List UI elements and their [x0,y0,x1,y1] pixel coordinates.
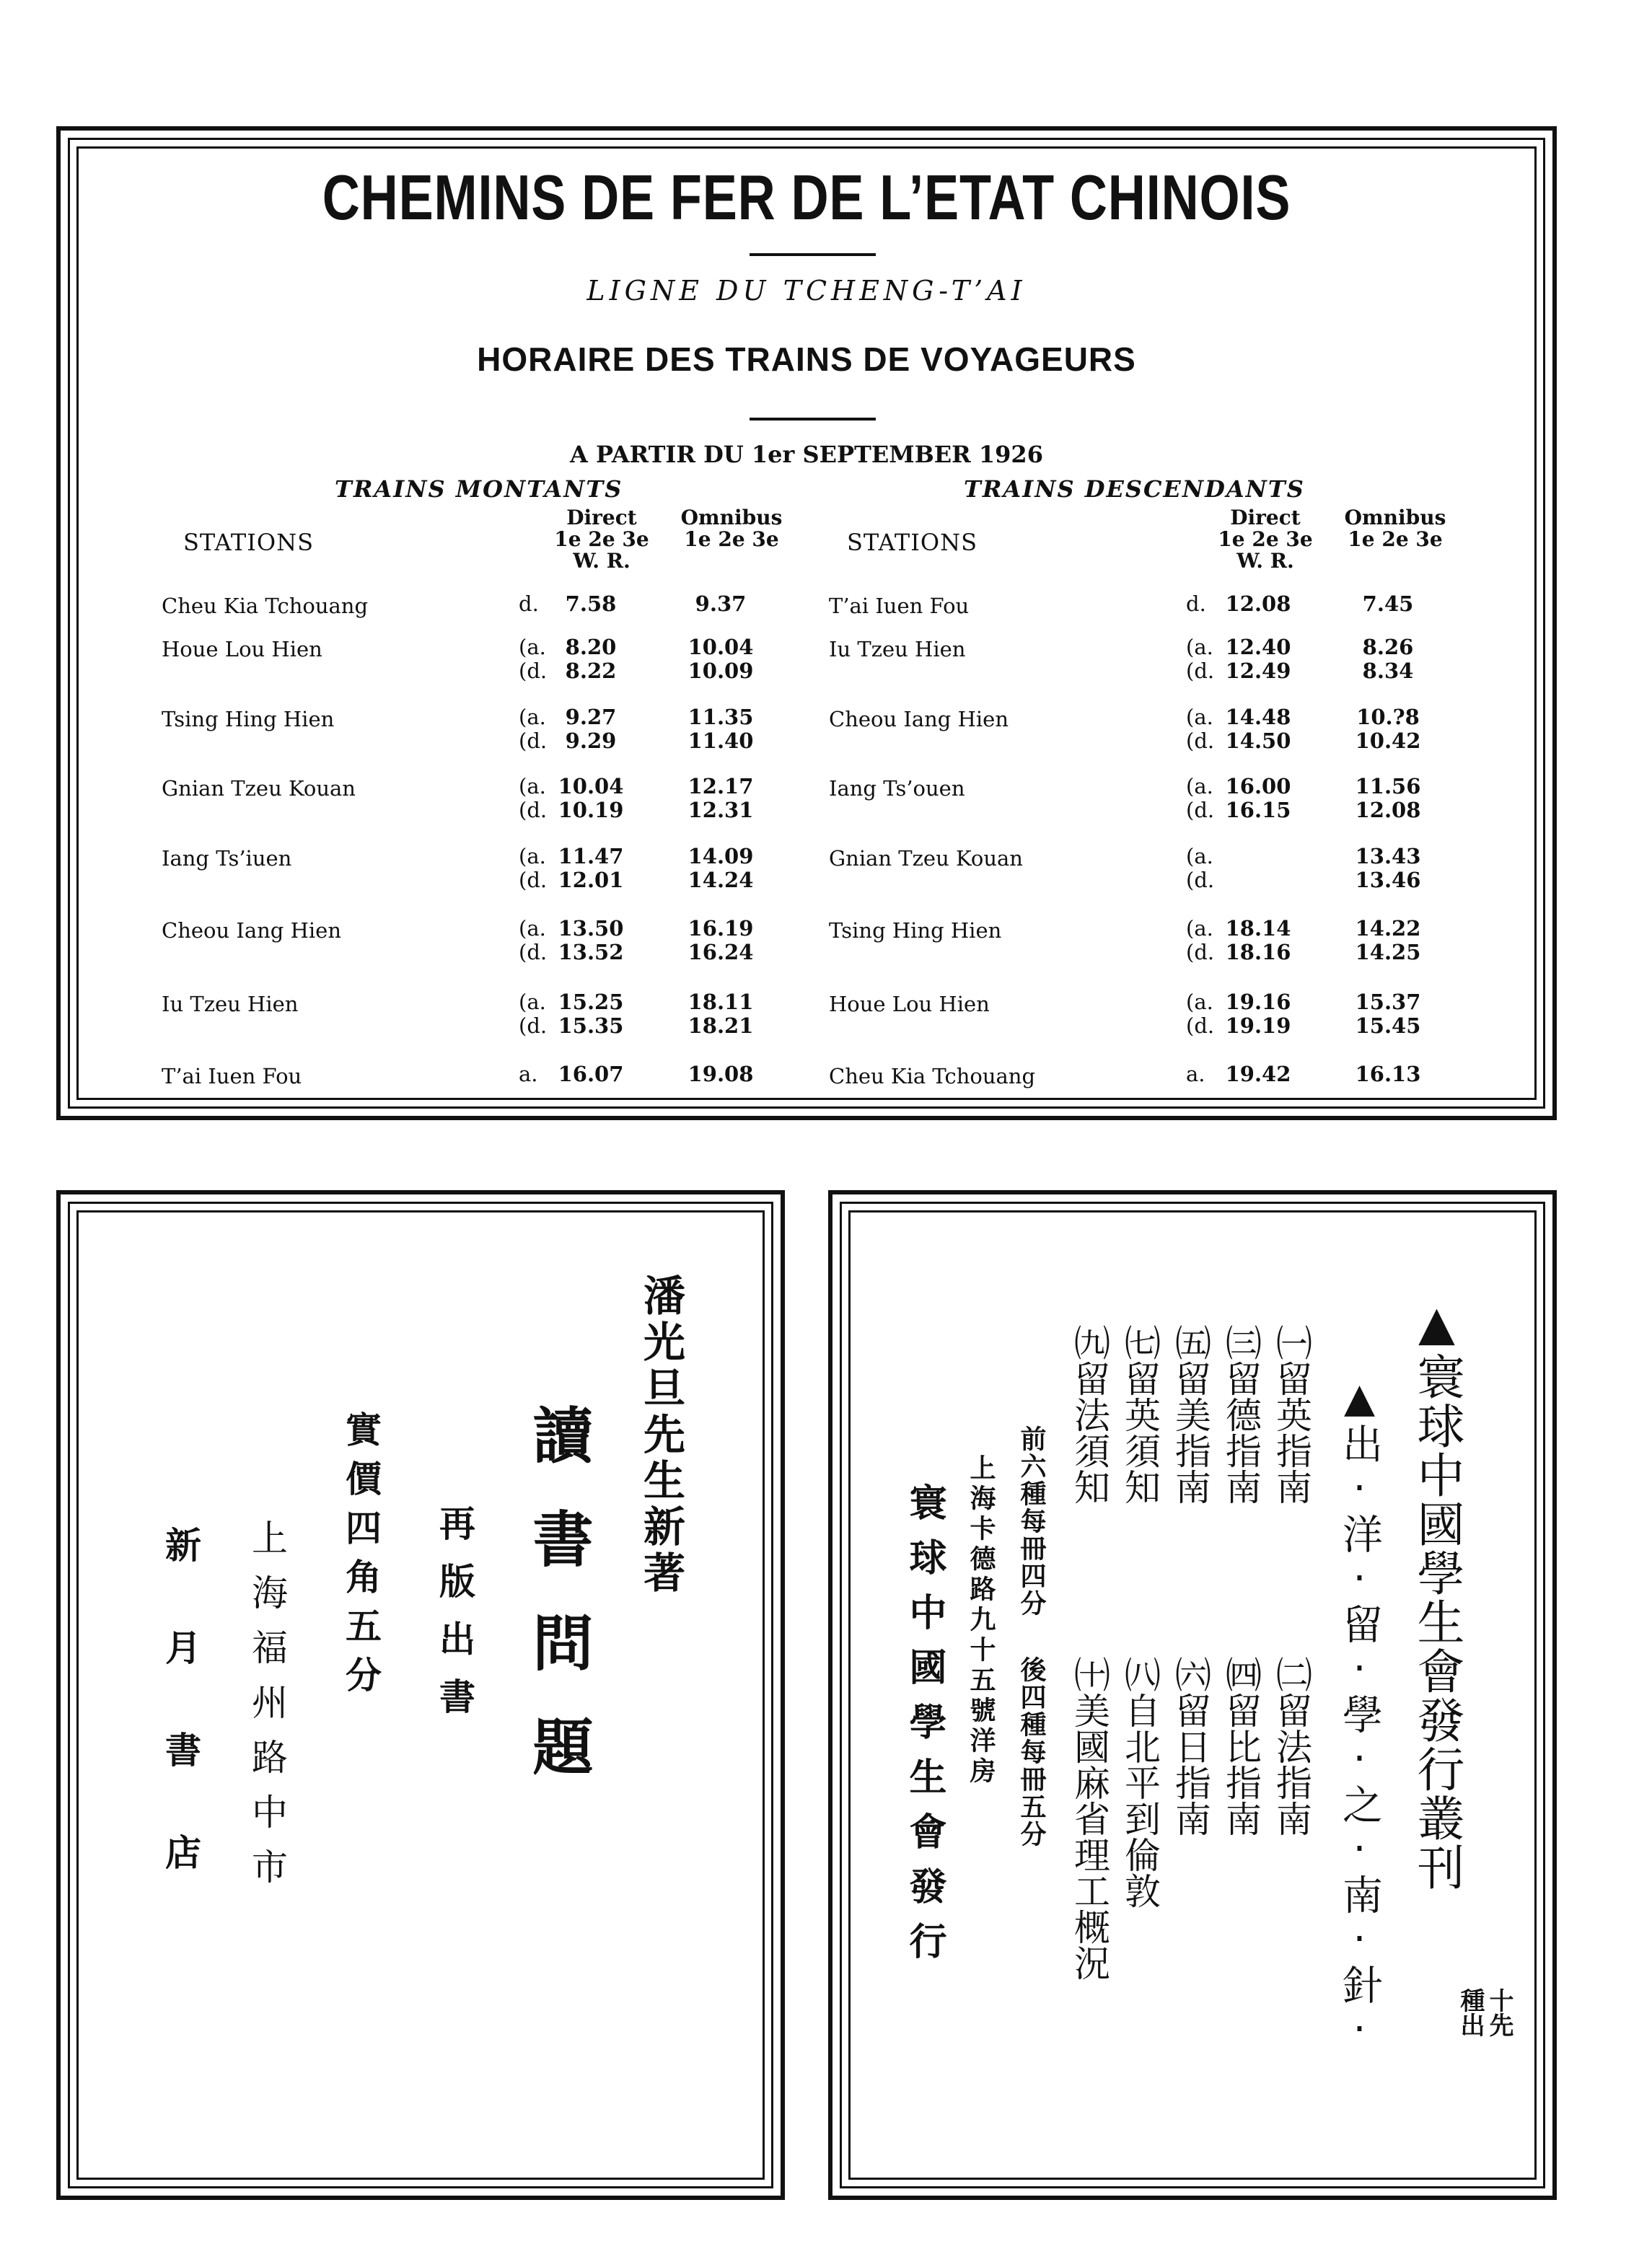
timetable-row [162,592,811,643]
timetable-row [162,917,811,967]
timetable-row [162,845,811,895]
omnibus-time: 7.45 [1362,591,1414,616]
omnibus-time: 16.13 [1355,1062,1421,1086]
montants-omnibus-header: Omnibus 1e 2e 3e [680,506,783,551]
omnibus-time: 16.19 16.24 [687,916,754,964]
station-name: Gnian Tzeu Kouan [162,776,356,801]
timetable-heading: HORAIRE DES TRAINS DE VOYAGEURS [477,340,1136,378]
book-item: ㈨留法須知 [1068,1324,1110,1505]
divider [750,418,876,421]
timetable-row [829,1062,1478,1113]
book-item: ㈧自北平到倫敦 [1119,1656,1161,1909]
montants-direct-header: Direct 1e 2e 3e W. R. [554,506,649,573]
timetable-row [829,705,1478,756]
book-item: ㈢留德指南 [1220,1324,1262,1505]
timetable-row [829,845,1478,895]
station-name: Tsing Hing Hien [162,707,335,731]
arrival-departure-marker: a. [519,1062,538,1086]
direct-time: 13.50 13.52 [558,916,624,964]
omnibus-time: 11.35 11.40 [687,705,754,753]
series-count-2: 種出 [1456,1988,1485,2037]
direct-time: 9.27 9.29 [565,705,617,753]
station-name: Cheu Kia Tchouang [162,594,369,618]
series-subtitle: ▲出·洋·留·學·之·南·針· [1336,1375,1383,2054]
omnibus-time: 9.37 [695,591,747,616]
book-item: ㈣留比指南 [1220,1656,1262,1836]
descendants-stations-header: STATIONS [847,529,978,556]
station-name: Cheu Kia Tchouang [829,1064,1036,1088]
publisher: 新月書店 [159,1526,201,1936]
omnibus-time: 19.08 [687,1062,754,1086]
arrival-departure-marker: (a. (d. [519,705,548,753]
divider [750,253,876,256]
arrival-departure-marker: (a. (d. [1186,844,1215,892]
station-name: Iang Ts’iuen [162,846,292,871]
omnibus-time: 14.09 14.24 [687,844,754,892]
book-item: ㈥留日指南 [1169,1656,1211,1836]
omnibus-time: 10.04 10.09 [687,635,754,683]
price-front: 前六種每冊四分 [1016,1425,1046,1617]
direct-time: 19.16 19.19 [1225,990,1291,1038]
omnibus-time: 13.43 13.46 [1355,844,1421,892]
station-name: T’ai Iuen Fou [162,1064,302,1088]
arrival-departure-marker: (a. (d. [1186,705,1215,753]
station-name: Tsing Hing Hien [829,918,1002,943]
direct-time: 7.58 [565,591,617,616]
arrival-departure-marker: a. [1186,1062,1205,1086]
montants-stations-header: STATIONS [183,529,315,556]
arrival-departure-marker: (a. (d. [519,916,548,964]
descendants-direct-header: Direct 1e 2e 3e W. R. [1218,506,1313,573]
series-publisher: 寰球中國學生會發行 [902,1483,946,1976]
direct-time: 16.07 [558,1062,624,1086]
arrival-departure-marker: (a. (d. [1186,990,1215,1038]
arrival-departure-marker: d. [1186,591,1206,616]
timetable-row [162,635,811,686]
edition-note: 再版出書 [434,1505,475,1735]
book-advertisement [56,1190,785,2200]
series-title: ▲寰球中國學生會發行叢刊 [1409,1295,1464,1892]
montants-label: TRAINS MONTANTS [335,475,623,503]
station-name: Houe Lou Hien [162,637,322,661]
arrival-departure-marker: d. [519,591,539,616]
omnibus-time: 15.37 15.45 [1355,990,1421,1038]
direct-time: 11.47 12.01 [558,844,624,892]
book-item: ㈠留英指南 [1270,1324,1312,1505]
timetable-row [162,705,811,756]
series-address: 上海卡德路九十五號洋房 [966,1454,996,1787]
direct-time: 19.42 [1225,1062,1291,1086]
omnibus-time: 11.56 12.08 [1355,774,1421,822]
timetable-row [829,775,1478,825]
arrival-departure-marker: (a. (d. [1186,916,1215,964]
direct-time: 18.14 18.16 [1225,916,1291,964]
author-line: 潘光旦先生新著 [636,1274,685,1597]
omnibus-time: 14.22 14.25 [1355,916,1421,964]
arrival-departure-marker: (a. (d. [1186,774,1215,822]
series-advertisement [828,1190,1557,2200]
omnibus-time: 12.17 12.31 [687,774,754,822]
station-name: Gnian Tzeu Kouan [829,846,1023,871]
descendants-label: TRAINS DESCENDANTS [964,475,1305,503]
book-title: 讀書問題 [523,1404,594,1819]
timetable-row [162,1062,811,1113]
timetable-row [829,635,1478,686]
book-item: ㈦留英須知 [1119,1324,1161,1505]
direct-time: 10.04 10.19 [558,774,624,822]
direct-time: 15.25 15.35 [558,990,624,1038]
station-name: Houe Lou Hien [829,992,990,1016]
omnibus-time: 8.26 8.34 [1362,635,1414,683]
omnibus-time: 10.?8 10.42 [1355,705,1421,753]
price-back: 後四種每冊五分 [1016,1656,1046,1848]
descendants-omnibus-header: Omnibus 1e 2e 3e [1344,506,1446,551]
line-name: LIGNE DU TCHENG-T’AI [586,275,1027,307]
book-item: ㈡留法指南 [1270,1656,1312,1836]
timetable-row [162,775,811,825]
timetable-row [829,917,1478,967]
timetable-row [829,990,1478,1041]
effective-date: A PARTIR DU 1er SEPTEMBER 1926 [570,441,1043,468]
arrival-departure-marker: (a. (d. [519,844,548,892]
series-count: 十先 [1485,1988,1513,2037]
station-name: Iu Tzeu Hien [829,637,966,661]
book-item: ㈤留美指南 [1169,1324,1211,1505]
timetable-row [829,592,1478,643]
direct-time: 12.40 12.49 [1225,635,1291,683]
omnibus-time: 18.11 18.21 [687,990,754,1038]
station-name: Cheou Iang Hien [829,707,1009,731]
arrival-departure-marker: (a. (d. [519,990,548,1038]
station-name: Cheou Iang Hien [162,918,341,943]
direct-time: 16.00 16.15 [1225,774,1291,822]
station-name: T’ai Iuen Fou [829,594,970,618]
station-name: Iang Ts’ouen [829,776,965,801]
direct-time: 12.08 [1225,591,1291,616]
station-name: Iu Tzeu Hien [162,992,299,1016]
arrival-departure-marker: (a. (d. [519,635,548,683]
timetable-row [162,990,811,1041]
timetable-advertisement [56,126,1557,1120]
timetable-title: CHEMINS DE FER DE L’ETAT CHINOIS [322,162,1291,233]
arrival-departure-marker: (a. (d. [519,774,548,822]
arrival-departure-marker: (a. (d. [1186,635,1215,683]
address: 上海福州路中市 [246,1519,288,1903]
direct-time: 14.48 14.50 [1225,705,1291,753]
price: 實價四角五分 [340,1411,382,1705]
direct-time: 8.20 8.22 [565,635,617,683]
book-item: ㈩美國麻省理工概況 [1068,1656,1110,1981]
